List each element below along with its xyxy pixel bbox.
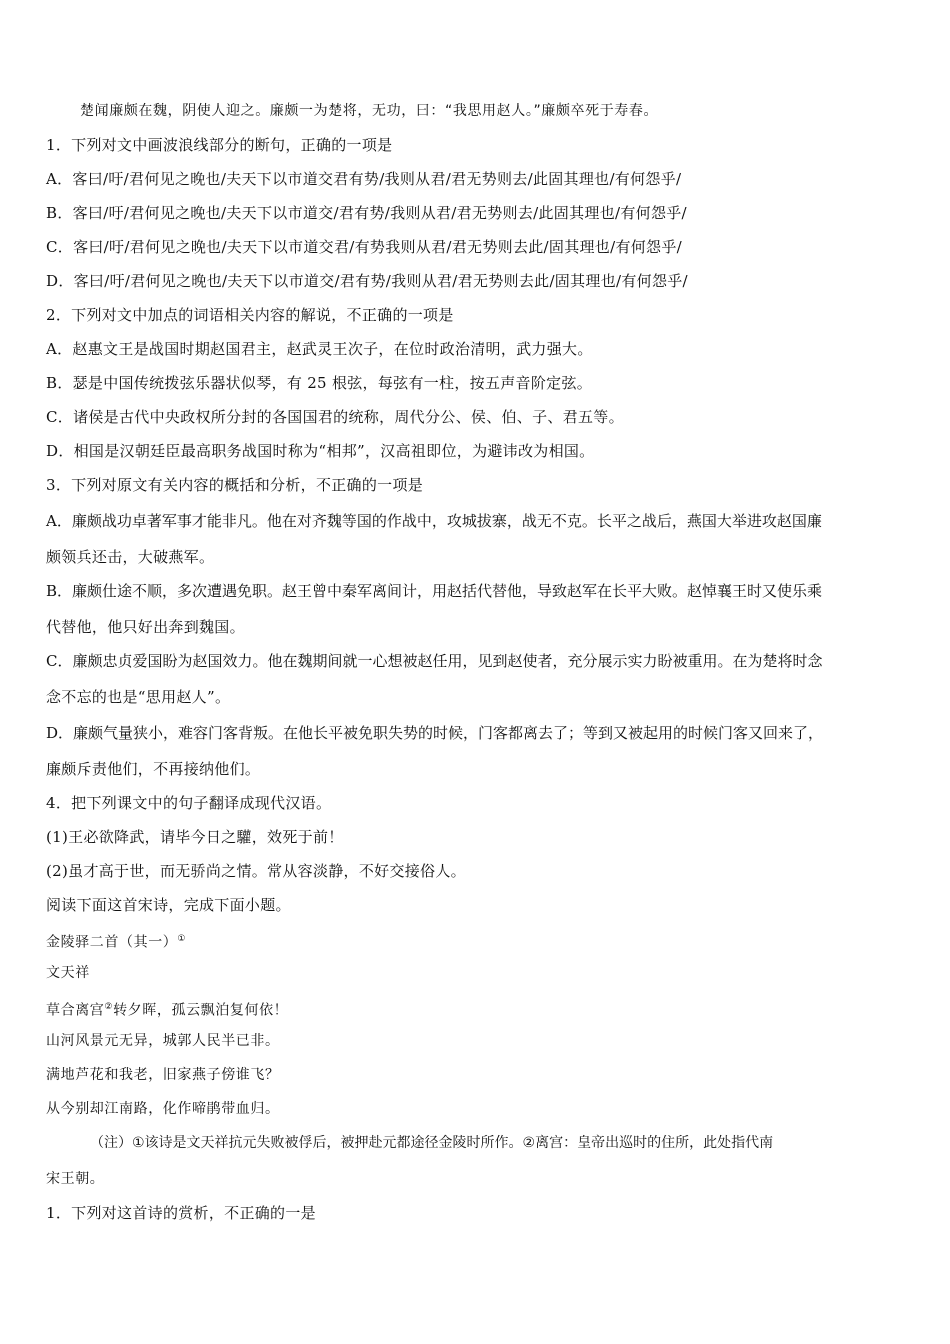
poem-line-2: 山河风景元无异，城郭人民半已非。 [46,1033,280,1049]
passage-closing-line: 楚闻廉颇在魏，阴使人迎之。廉颇一为楚将，无功，曰：“我思用赵人。”廉颇卒死于寿春。 [80,103,659,119]
poem-line-1-part-1: 草合离宫 [46,1002,105,1019]
poem-instruction: 阅读下面这首宋诗，完成下面小题。 [46,896,291,914]
question-2-option-b: B．瑟是中国传统拨弦乐器状似琴，有 25 根弦，每弦有一柱，按五声音阶定弦。 [46,374,593,392]
question-1-option-b: B．客曰/吁/君何见之晚也/夫天下以市道交/君有势/我则从君/君无势则去/此固其理也/有何怨乎/ [46,204,687,222]
question-1-option-d: D．客曰/吁/君何见之晚也/夫天下以市道交/君有势/我则从君/君无势则去此/固其理也/有何怨乎/ [46,272,688,290]
question-3-option-a-cont: 颇领兵还击，大破燕军。 [46,548,215,566]
question-2-stem: 2．下列对文中加点的词语相关内容的解说，不正确的一项是 [46,306,454,324]
poem-line-1 [46,997,910,1021]
poem-notes-cont: 宋王朝。 [46,1171,105,1187]
poem-question-1-stem: 1．下列对这首诗的赏析，不正确的一是 [46,1204,316,1222]
question-3-option-c: C．廉颇忠贞爱国盼为赵国效力。他在魏期间就一心想被赵任用，见到赵使者，充分展示实力盼被重用。在为楚将时念 [46,652,823,670]
question-2-option-d: D．相国是汉朝廷臣最高职务战国时称为“相邦”，汉高祖即位，为避讳改为相国。 [46,442,595,460]
question-2-option-c: C．诸侯是古代中央政权所分封的各国国君的统称，周代分公、侯、伯、子、君五等。 [46,408,624,426]
question-4-sentence-1: (1)王必欲降武，请毕今日之驩，效死于前！ [46,828,344,846]
question-1-option-a: A．客曰/吁/君何见之晚也/夫天下以市道交君有势/我则从君/君无势则去/此固其理也/有何怨乎/ [46,170,682,188]
question-4-stem: 4．把下列课文中的句子翻译成现代汉语。 [46,794,332,812]
question-3-stem: 3．下列对原文有关内容的概括和分析，不正确的一项是 [46,476,424,494]
poem-line-3: 满地芦花和我老，旧家燕子傍谁飞？ [46,1067,280,1083]
poem-author: 文天祥 [46,965,90,981]
question-3-option-b-cont: 代替他，他只好出奔到魏国。 [46,618,245,636]
question-3-option-a: A．廉颇战功卓著军事才能非凡。他在对齐魏等国的作战中，攻城拔寨，战无不克。长平之战后，燕国大举进攻赵国廉 [46,512,822,530]
question-1-stem: 1．下列对文中画波浪线部分的断句，正确的一项是 [46,136,393,154]
poem-line-1-part-2: 转夕晖，孤云飘泊复何依！ [113,1002,289,1019]
poem-title-note-mark: ① [177,934,187,944]
poem-notes: （注）①该诗是文天祥抗元失败被俘后，被押赴元都途径金陵时所作。②离宫：皇帝出巡时的住所，此处指代南 [90,1135,774,1151]
poem-title [46,929,910,953]
question-3-option-c-cont: 念不忘的也是“思用赵人”。 [46,688,231,706]
question-3-option-d: D．廉颇气量狭小，难容门客背叛。在他长平被免职失势的时候，门客都离去了；等到又被起用的时候门客又回来了， [46,724,824,742]
question-2-option-a: A．赵惠文王是战国时期赵国君主，赵武灵王次子，在位时政治清明，武力强大。 [46,340,593,358]
question-1-option-c: C．客曰/吁/君何见之晚也/夫天下以市道交君/有势我则从君/君无势则去此/固其理也/有何怨乎/ [46,238,683,256]
question-3-option-d-cont: 廉颇斥责他们，不再接纳他们。 [46,760,261,778]
question-4-sentence-2: (2)虽才高于世，而无骄尚之情。常从容淡静，不好交接俗人。 [46,862,466,880]
question-3-option-b: B．廉颇仕途不顺，多次遭遇免职。赵王曾中秦军离间计，用赵括代替他，导致赵军在长平大败。赵悼襄王时又使乐乘 [46,582,823,600]
poem-line-4: 从今别却江南路，化作啼鹃带血归。 [46,1101,280,1117]
poem-line-1-note-mark: ② [104,1002,114,1012]
poem-title-text: 金陵驿二首（其一） [46,934,178,951]
